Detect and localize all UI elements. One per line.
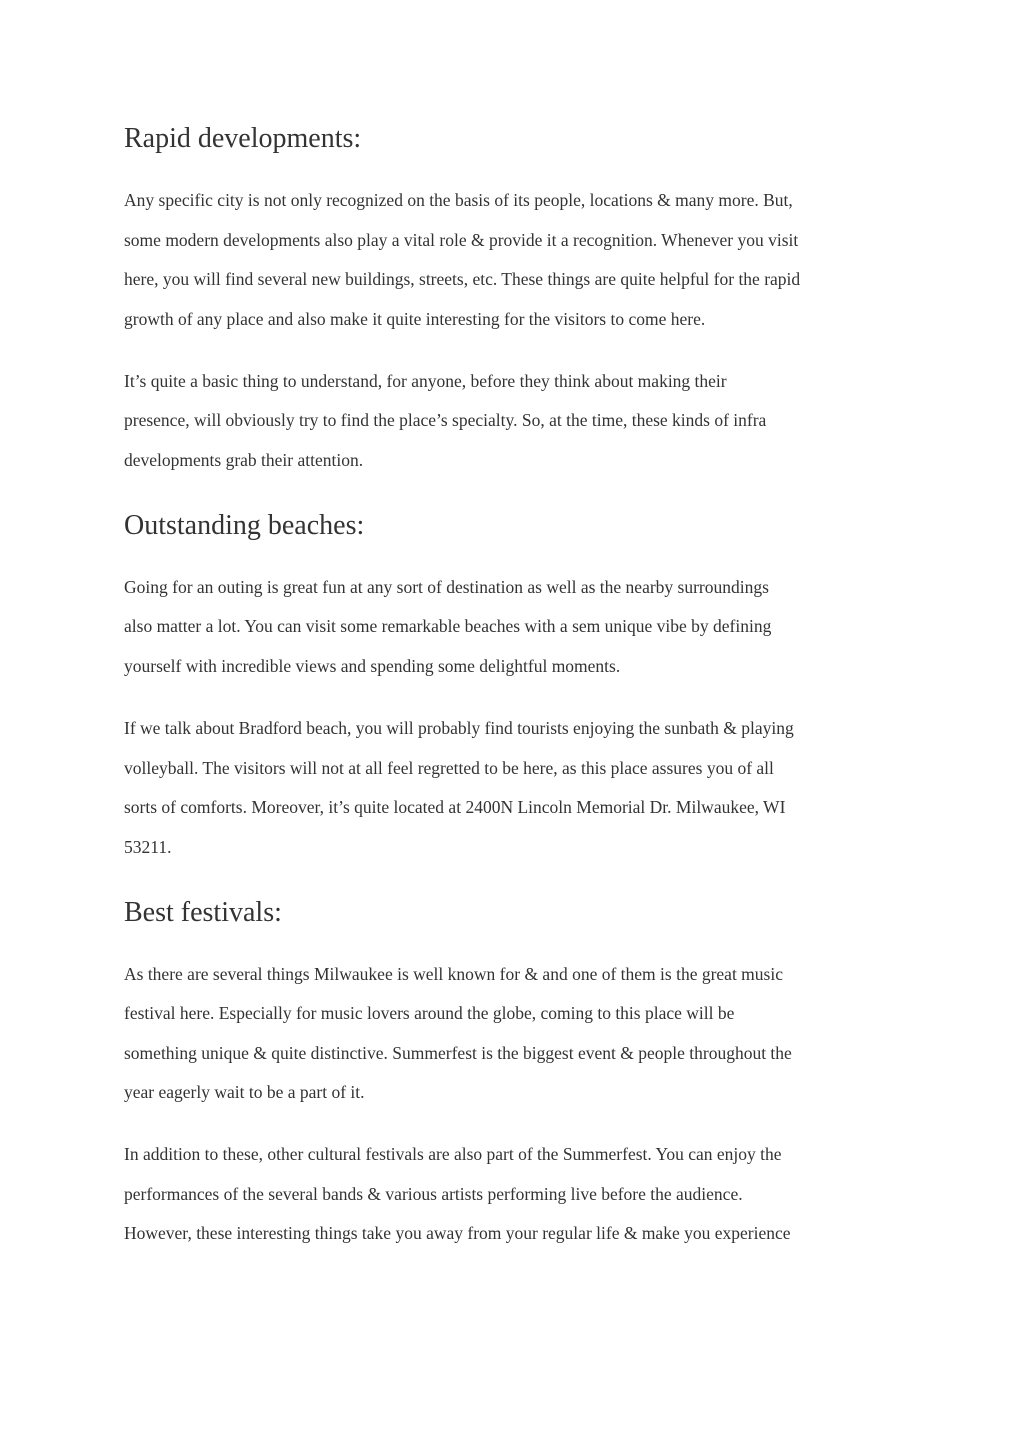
paragraph-line: some modern developments also play a vital role & provide it a recognition. Whenever you visit (124, 230, 799, 250)
paragraph-line: something unique & quite distinctive. Summerfest is the biggest event & people throughout the (124, 1043, 792, 1063)
section-heading-outstanding-beaches: Outstanding beaches: (124, 510, 365, 541)
paragraph-line: As there are several things Milwaukee is well known for & and one of them is the great music (124, 964, 783, 984)
paragraph-line: year eagerly wait to be a part of it. (124, 1082, 365, 1102)
paragraph-line: festival here. Especially for music lovers around the globe, coming to this place will be (124, 1003, 735, 1023)
paragraph-line: Going for an outing is great fun at any sort of destination as well as the nearby surroundings (124, 577, 769, 597)
paragraph-line: sorts of comforts. Moreover, it’s quite located at 2400N Lincoln Memorial Dr. Milwaukee, WI (124, 797, 786, 817)
section-heading-rapid-developments: Rapid developments: (124, 123, 362, 154)
paragraph-line: also matter a lot. You can visit some remarkable beaches with a sem unique vibe by defining (124, 616, 772, 636)
paragraph-line: However, these interesting things take you away from your regular life & make you experience (124, 1223, 791, 1243)
paragraph-line: In addition to these, other cultural festivals are also part of the Summerfest. You can enjoy the (124, 1144, 782, 1164)
paragraph-line: performances of the several bands & various artists performing live before the audience. (124, 1184, 743, 1204)
section-heading-best-festivals: Best festivals: (124, 897, 282, 928)
paragraph-line: 53211. (124, 837, 172, 857)
paragraph-line: here, you will find several new buildings, streets, etc. These things are quite helpful for the rapid (124, 269, 801, 289)
paragraph-line: It’s quite a basic thing to understand, for anyone, before they think about making their (124, 371, 727, 391)
paragraph-line: yourself with incredible views and spending some delightful moments. (124, 656, 621, 676)
paragraph-line: Any specific city is not only recognized on the basis of its people, locations & many more. But, (124, 190, 793, 210)
paragraph-line: growth of any place and also make it quite interesting for the visitors to come here. (124, 309, 706, 329)
paragraph-line: developments grab their attention. (124, 450, 364, 470)
paragraph-line: If we talk about Bradford beach, you will probably find tourists enjoying the sunbath & playing (124, 718, 794, 738)
paragraph-line: volleyball. The visitors will not at all feel regretted to be here, as this place assures you of all (124, 758, 774, 778)
paragraph-line: presence, will obviously try to find the place’s specialty. So, at the time, these kinds of infra (124, 410, 767, 430)
